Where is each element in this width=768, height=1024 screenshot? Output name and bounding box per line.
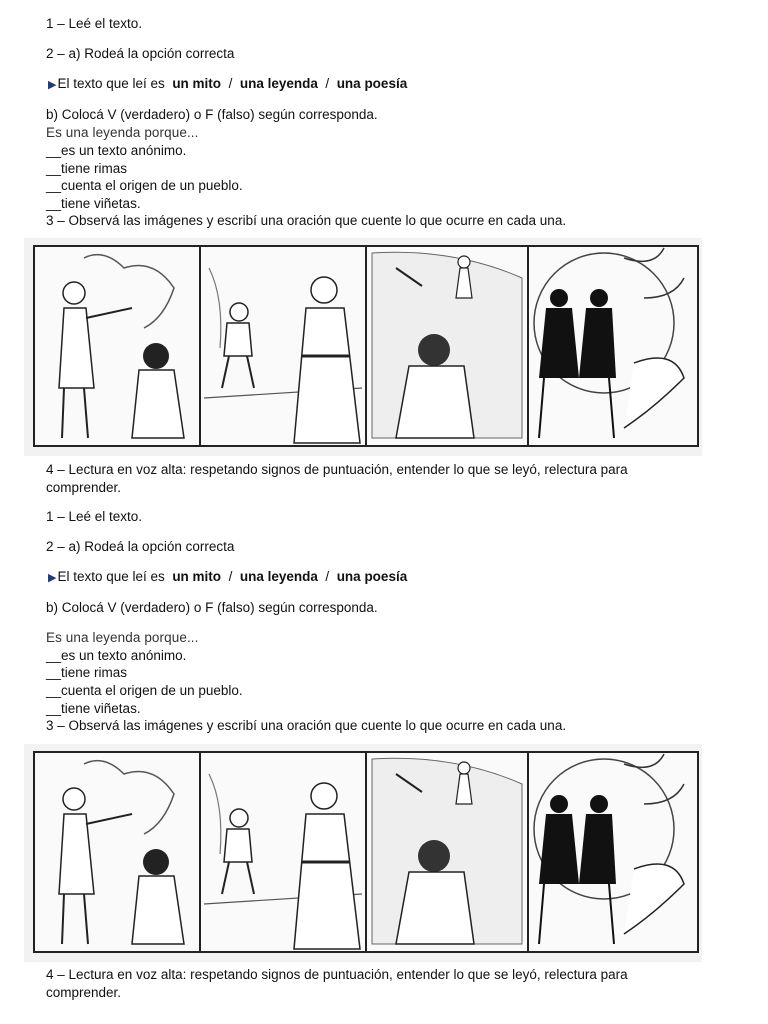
tf-item[interactable]: __tiene viñetas.	[46, 196, 141, 211]
tf-item[interactable]: __cuenta el origen de un pueblo.	[46, 178, 243, 193]
option-una-poesia[interactable]: una poesía	[336, 76, 408, 91]
question-4: 4 – Lectura en voz alta: respetando signos de puntuación, entender lo que se leyó, relectura para comprender.	[46, 967, 628, 1000]
question-2b-lead: Es una leyenda porque...	[46, 630, 199, 645]
question-4: 4 – Lectura en voz alta: respetando signos de puntuación, entender lo que se leyó, relectura para comprender.	[46, 462, 628, 495]
question-2b: b) Colocá V (verdadero) o F (falso) según corresponda.	[46, 600, 378, 615]
question-3: 3 – Observá las imágenes y escribí una oración que cuente lo que ocurre en cada una.	[46, 213, 567, 228]
tf-item[interactable]: __es un texto anónimo.	[46, 648, 187, 663]
question-1: 1 – Leé el texto.	[46, 509, 143, 524]
tf-item[interactable]: __es un texto anónimo.	[46, 143, 187, 158]
tf-item[interactable]: __tiene rimas	[46, 161, 128, 176]
question-2b-lead: Es una leyenda porque...	[46, 125, 199, 140]
option-una-leyenda[interactable]: una leyenda	[239, 76, 318, 91]
tf-item[interactable]: __cuenta el origen de un pueblo.	[46, 683, 243, 698]
question-3: 3 – Observá las imágenes y escribí una oración que cuente lo que ocurre en cada una.	[46, 718, 567, 733]
option-prefix: El texto que leí es	[57, 569, 165, 584]
option-prefix: El texto que leí es	[57, 76, 165, 91]
tf-item[interactable]: __tiene rimas	[46, 665, 128, 680]
comic-strip-illustration	[24, 744, 702, 962]
option-separator: /	[325, 569, 330, 584]
option-separator: /	[228, 569, 233, 584]
option-un-mito[interactable]: un mito	[172, 569, 222, 584]
tf-item[interactable]: __tiene viñetas.	[46, 701, 141, 716]
comic-strip-illustration	[24, 238, 702, 456]
triangle-right-icon: ▶	[48, 572, 57, 584]
question-2a: 2 – a) Rodeá la opción correcta	[46, 46, 235, 61]
question-1: 1 – Leé el texto.	[46, 16, 143, 31]
triangle-right-icon: ▶	[48, 79, 57, 91]
option-line	[48, 76, 407, 92]
option-separator: /	[325, 76, 330, 91]
question-2a: 2 – a) Rodeá la opción correcta	[46, 539, 235, 554]
question-2b: b) Colocá V (verdadero) o F (falso) según corresponda.	[46, 107, 378, 122]
option-line	[48, 569, 407, 585]
option-una-poesia[interactable]: una poesía	[336, 569, 408, 584]
option-separator: /	[228, 76, 233, 91]
option-un-mito[interactable]: un mito	[172, 76, 222, 91]
option-una-leyenda[interactable]: una leyenda	[239, 569, 318, 584]
